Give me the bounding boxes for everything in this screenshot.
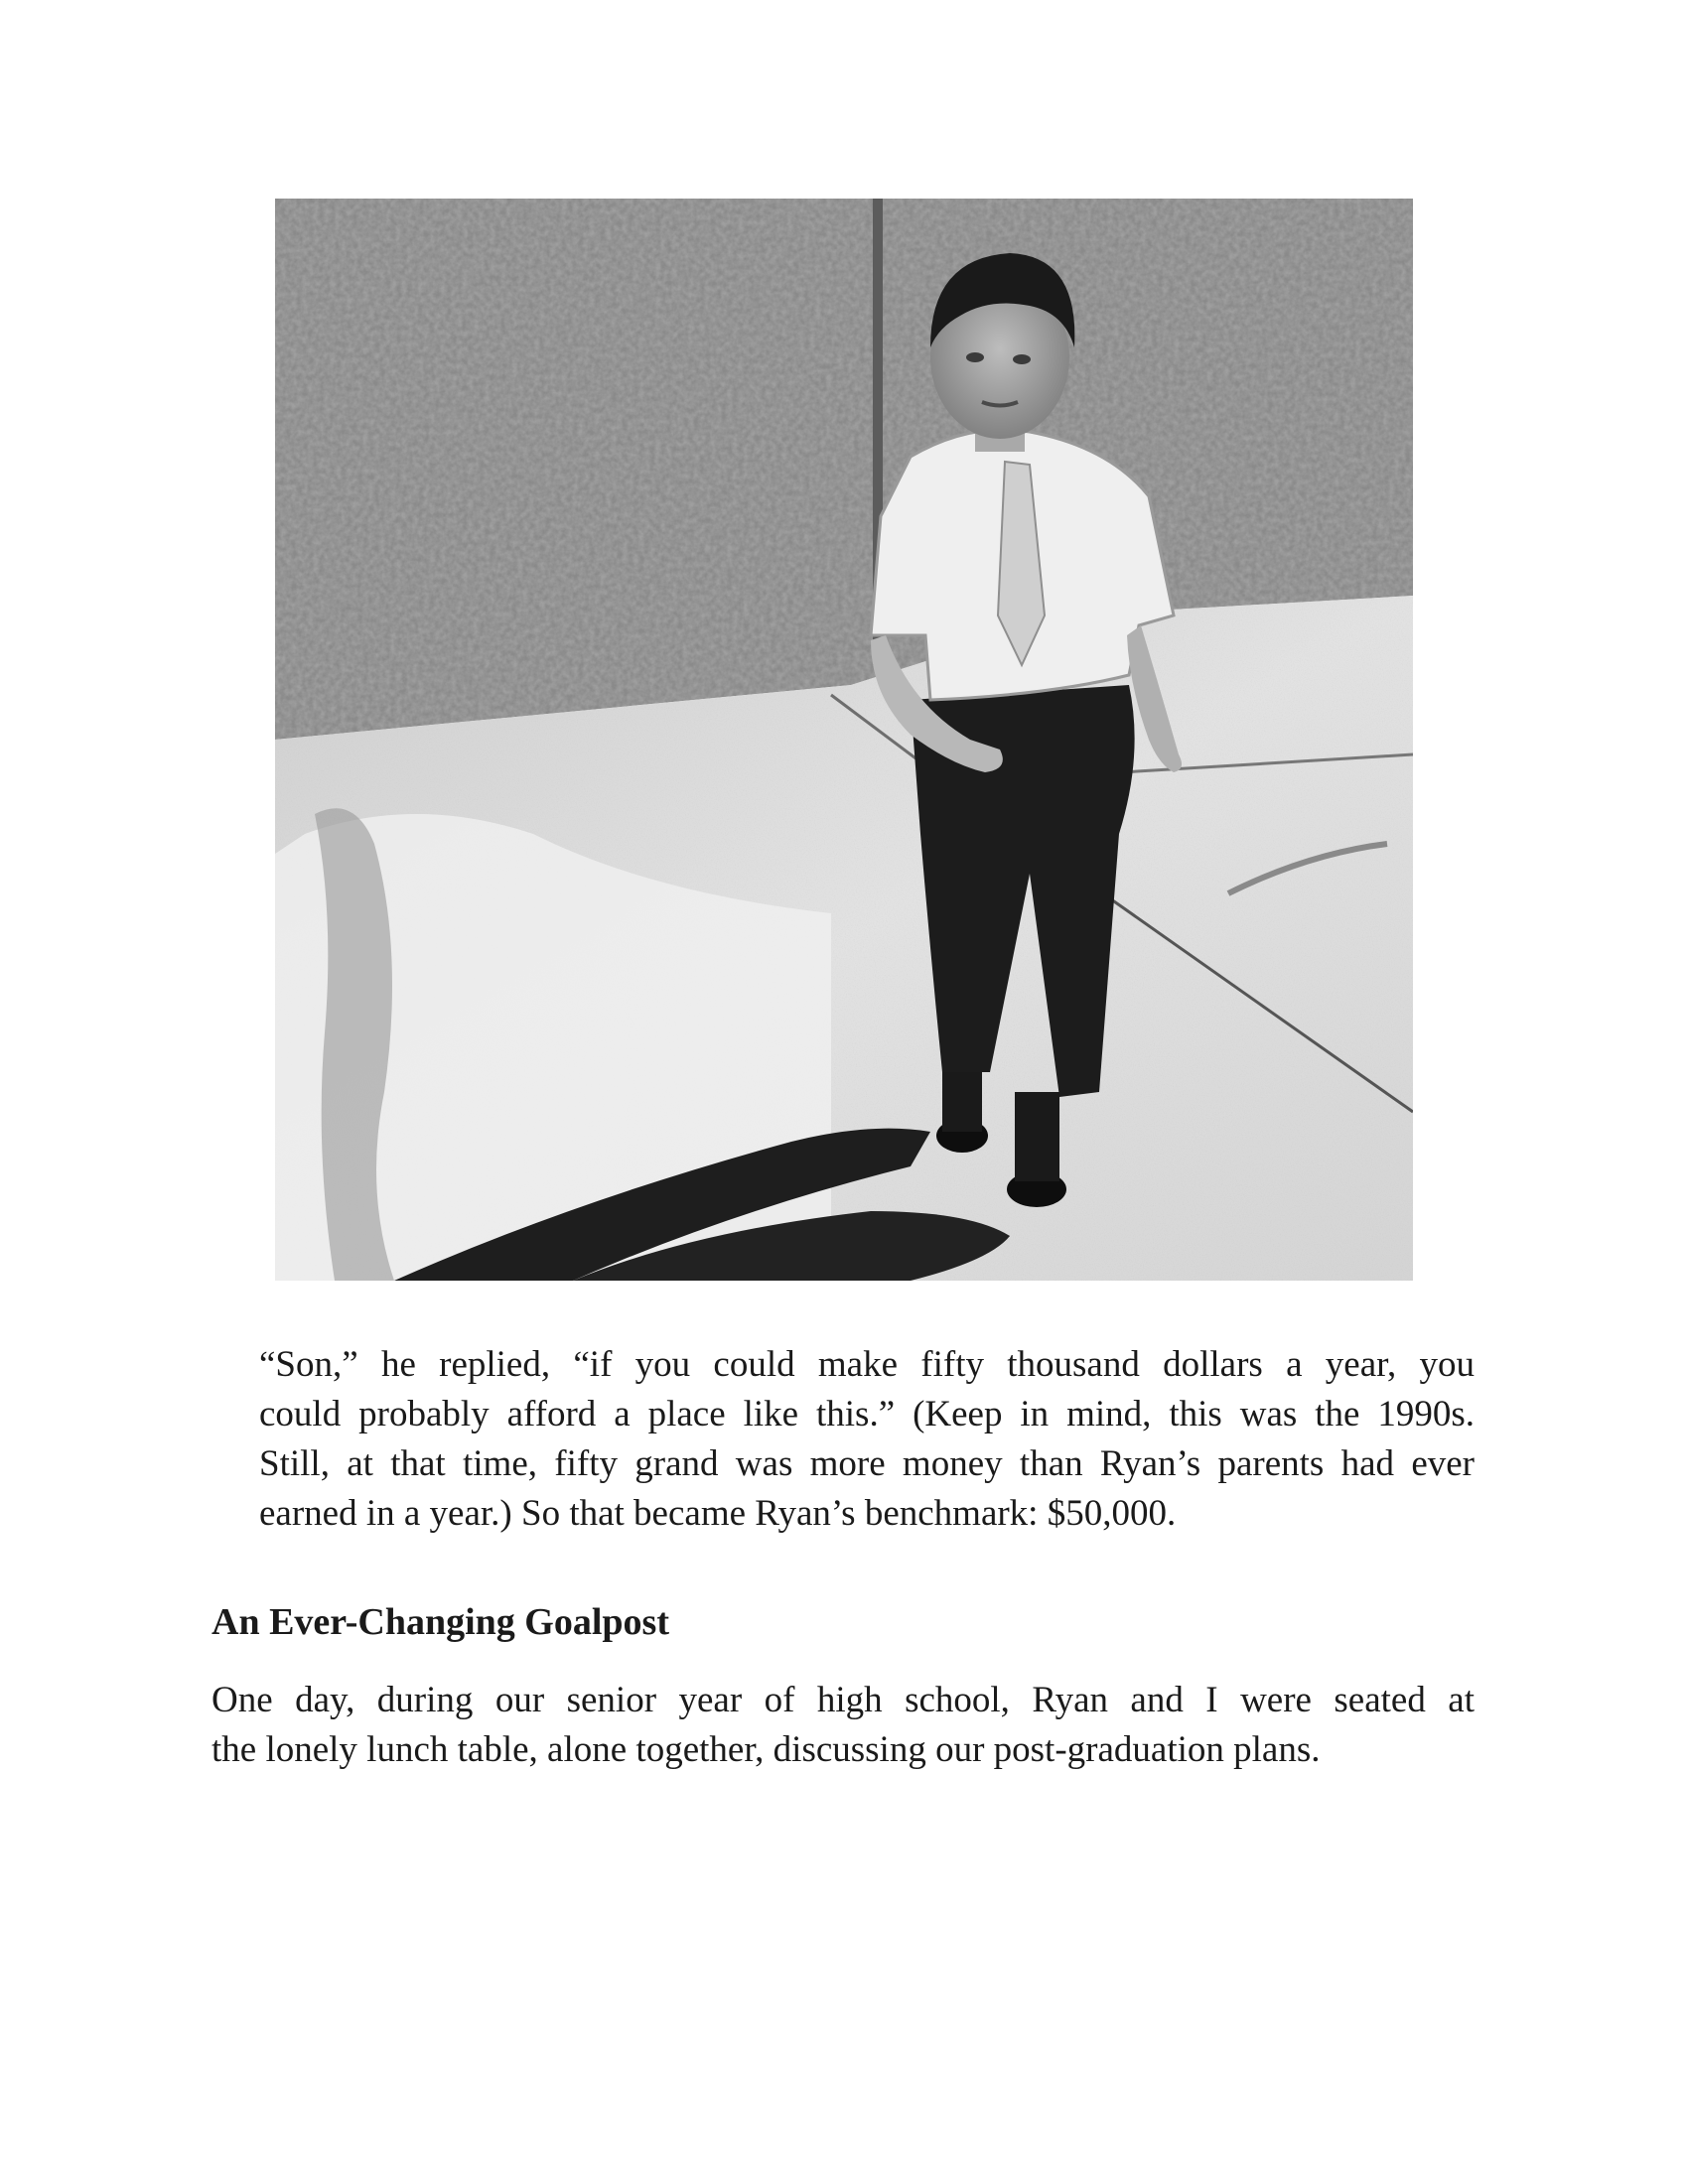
paragraph-line: “Son,” he replied, “if you could make fifty thousand dollars a year, you: [259, 1344, 1475, 1385]
paragraph-line: One day, during our senior year of high school, Ryan and I were seated at: [211, 1680, 1475, 1720]
photo-boy-walking-on-sidewalk: [275, 199, 1413, 1281]
section-heading: An Ever-Changing Goalpost: [211, 1601, 669, 1643]
paragraph-line: Still, at that time, fifty grand was more money than Ryan’s parents had ever: [259, 1443, 1475, 1484]
paragraph-senior-year: [211, 1676, 1475, 1825]
paragraph-line: the lonely lunch table, alone together, discussing our post-graduation plans.: [211, 1729, 1321, 1770]
paragraph-line: could probably afford a place like this.” (Keep in mind, this was the 1990s.: [259, 1394, 1475, 1434]
paragraph-line: earned in a year.) So that became Ryan’s benchmark: $50,000.: [259, 1493, 1177, 1534]
paragraph-son-replied: [211, 1340, 1475, 1588]
